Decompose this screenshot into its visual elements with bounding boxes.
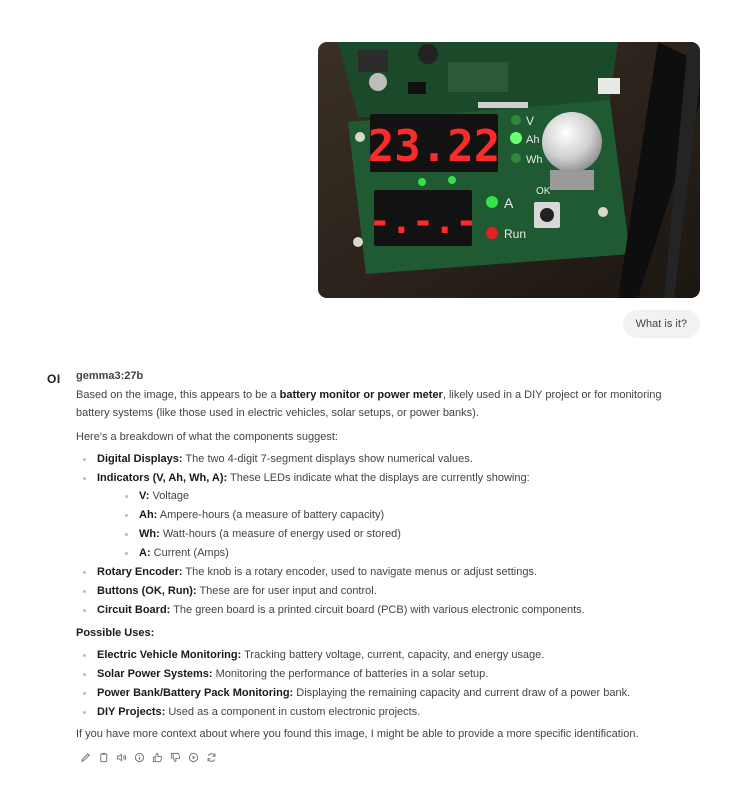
bottom-7segment-display xyxy=(369,190,477,246)
good-response-button[interactable] xyxy=(151,751,164,764)
led-wh xyxy=(511,153,521,163)
continue-button[interactable] xyxy=(187,751,200,764)
list-item: DIY Projects: Used as a component in custom electronic projects. xyxy=(76,703,696,721)
continue-icon xyxy=(188,752,199,763)
thumbs-down-icon xyxy=(170,752,181,763)
label-a: A xyxy=(504,195,514,211)
list-item: A: Current (Amps) xyxy=(97,544,696,562)
regenerate-icon xyxy=(206,752,217,763)
model-name: gemma3:27b xyxy=(76,370,144,382)
list-item: Solar Power Systems: Monitoring the performance of batteries in a solar setup. xyxy=(76,665,696,683)
breakdown-lead: Here's a breakdown of what the components suggest: xyxy=(76,431,338,443)
thumbs-up-icon xyxy=(152,752,163,763)
uses-list xyxy=(76,646,696,721)
list-item: V: Voltage xyxy=(97,487,696,505)
list-item: Digital Displays: The two 4-digit 7-segment displays show numerical values. xyxy=(76,450,696,468)
label-ok: OK xyxy=(536,186,551,197)
components-list xyxy=(76,450,696,619)
led-v xyxy=(511,115,521,125)
bad-response-button[interactable] xyxy=(169,751,182,764)
list-item: Wh: Watt-hours (a measure of energy used or stored) xyxy=(97,525,696,543)
message-actions xyxy=(79,751,218,764)
led-a xyxy=(486,196,498,208)
intro-paragraph: Based on the image, this appears to be a battery monitor or power meter, likely used in a DIY project or for monitoring battery systems (like those used in electric vehicles, solar setups, or power banks). xyxy=(76,389,662,419)
copy-button[interactable] xyxy=(97,751,110,764)
label-run: Run xyxy=(504,227,527,241)
edit-button[interactable] xyxy=(79,751,92,764)
list-item: Ah: Ampere-hours (a measure of battery capacity) xyxy=(97,506,696,524)
model-avatar: OI xyxy=(47,372,61,386)
label-ah: Ah xyxy=(526,134,540,146)
uses-heading: Possible Uses: xyxy=(76,627,155,639)
info-button[interactable] xyxy=(133,751,146,764)
rotary-encoder-knob xyxy=(542,112,602,172)
label-wh: Wh xyxy=(526,154,543,166)
svg-text:23.22: 23.22 xyxy=(367,121,501,172)
info-icon xyxy=(134,752,145,763)
edit-icon xyxy=(80,752,91,763)
list-item: Rotary Encoder: The knob is a rotary encoder, used to navigate menus or adjust settings. xyxy=(76,563,696,581)
list-item: Electric Vehicle Monitoring: Tracking battery voltage, current, capacity, and energy usage. xyxy=(76,646,696,664)
indicators-list xyxy=(97,487,696,562)
read-aloud-button[interactable] xyxy=(115,751,128,764)
label-v: V xyxy=(526,114,535,128)
led-run xyxy=(486,227,498,239)
list-item: Indicators (V, Ah, Wh, A): These LEDs indicate what the displays are currently showing: V: Voltage Ah: Ampere-hours (a measure of battery capacity) Wh: Watt-hours (a measure of energy used or stored) A: Current (Amps) xyxy=(76,469,696,562)
top-7segment-display xyxy=(368,114,500,172)
list-item: Buttons (OK, Run): These are for user input and control. xyxy=(76,582,696,600)
copy-icon xyxy=(98,752,109,763)
svg-text:-.-.-: -.-.- xyxy=(368,201,478,242)
user-message: What is it? xyxy=(623,310,700,338)
led-ah xyxy=(510,132,522,144)
uploaded-image[interactable] xyxy=(318,42,700,298)
regenerate-button[interactable] xyxy=(205,751,218,764)
closing-paragraph: If you have more context about where you found this image, I might be able to provide a more specific identification. xyxy=(76,728,639,740)
list-item: Power Bank/Battery Pack Monitoring: Displaying the remaining capacity and current draw of a power bank. xyxy=(76,684,696,702)
read-aloud-icon xyxy=(116,752,127,763)
list-item: Circuit Board: The green board is a printed circuit board (PCB) with various electronic components. xyxy=(76,601,696,619)
assistant-response xyxy=(76,386,696,743)
device-photo xyxy=(318,42,700,298)
